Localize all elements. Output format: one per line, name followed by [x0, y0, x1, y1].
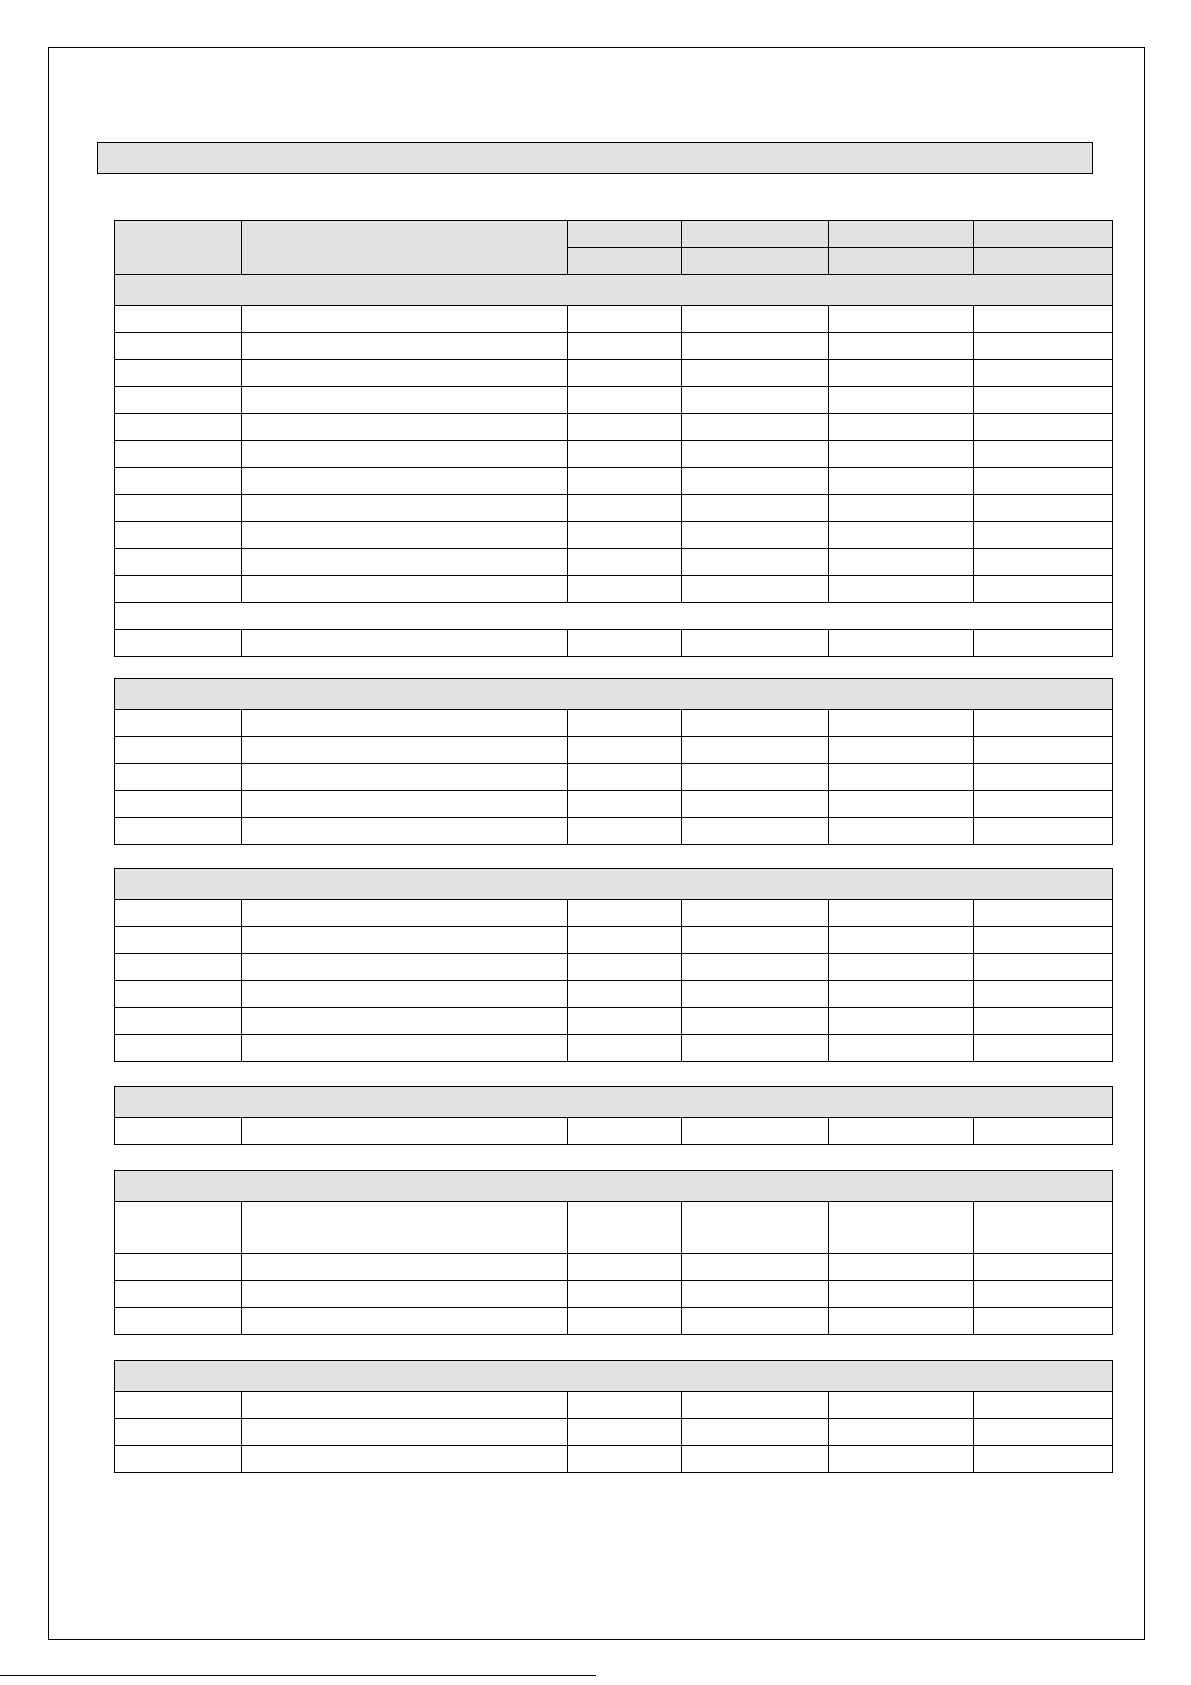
section-header-row: [115, 679, 1113, 710]
table-row: [115, 576, 1113, 603]
header-subcolumn: [974, 248, 1113, 275]
table-row: [115, 306, 1113, 333]
header-column: [829, 221, 974, 248]
table-cell: [829, 737, 974, 764]
table-cell: [829, 1308, 974, 1335]
table-cell: [115, 818, 242, 845]
table-cell: [829, 900, 974, 927]
table-cell: [682, 522, 829, 549]
table-cell: [974, 549, 1113, 576]
table-row: [115, 1419, 1113, 1446]
table-cell: [568, 1118, 682, 1145]
table-cell: [682, 710, 829, 737]
table-cell: [682, 360, 829, 387]
table-cell: [242, 818, 568, 845]
table-cell: [682, 900, 829, 927]
table-cell: [242, 1419, 568, 1446]
section-table-1: [114, 220, 1113, 657]
table-row: [115, 360, 1113, 387]
table-cell: [568, 1035, 682, 1062]
table-cell: [974, 387, 1113, 414]
table-row: [115, 818, 1113, 845]
table-row: [115, 981, 1113, 1008]
table-cell: [682, 1254, 829, 1281]
table-cell: [974, 468, 1113, 495]
table-cell: [242, 441, 568, 468]
section-label: [115, 1087, 1113, 1118]
table-cell: [568, 1008, 682, 1035]
table-cell: [682, 1419, 829, 1446]
table-cell: [829, 495, 974, 522]
table-cell: [682, 1308, 829, 1335]
table-cell: [242, 306, 568, 333]
table-cell: [568, 306, 682, 333]
table-cell: [115, 737, 242, 764]
table-cell: [682, 387, 829, 414]
section-label: [115, 275, 1113, 306]
table-cell: [115, 1035, 242, 1062]
table-cell: [568, 1202, 682, 1254]
table-cell: [829, 576, 974, 603]
table-cell: [682, 468, 829, 495]
table-cell: [974, 1118, 1113, 1145]
table-row: [115, 737, 1113, 764]
table-cell: [682, 1392, 829, 1419]
table-cell: [568, 710, 682, 737]
table-cell: [568, 522, 682, 549]
table-cell: [568, 414, 682, 441]
table-cell: [829, 549, 974, 576]
table-cell: [568, 791, 682, 818]
table-cell: [974, 1254, 1113, 1281]
table-cell: [682, 441, 829, 468]
table-cell: [682, 927, 829, 954]
table-row: [115, 710, 1113, 737]
table-cell: [568, 927, 682, 954]
table-cell: [974, 306, 1113, 333]
table-cell: [682, 495, 829, 522]
table-row: [115, 900, 1113, 927]
header-subcolumn: [682, 248, 829, 275]
spacer-cell: [115, 603, 1113, 630]
section-header-row: [115, 1171, 1113, 1202]
header-column: [974, 221, 1113, 248]
table-cell: [568, 737, 682, 764]
table-cell: [568, 549, 682, 576]
table-cell: [829, 1008, 974, 1035]
table-cell: [682, 1446, 829, 1473]
table-cell: [242, 468, 568, 495]
table-cell: [242, 1202, 568, 1254]
table-cell: [568, 630, 682, 657]
table-cell: [242, 333, 568, 360]
table-cell: [974, 360, 1113, 387]
table-cell: [974, 1392, 1113, 1419]
table-cell: [242, 414, 568, 441]
section-label: [115, 1361, 1113, 1392]
table-cell: [568, 333, 682, 360]
spacer-row: [115, 603, 1113, 630]
table-cell: [974, 791, 1113, 818]
table-cell: [242, 1118, 568, 1145]
table-cell: [115, 1419, 242, 1446]
table-cell: [974, 1446, 1113, 1473]
table-row: [115, 791, 1113, 818]
section-table-2: [114, 678, 1113, 845]
table-cell: [829, 1254, 974, 1281]
table-row: [115, 1446, 1113, 1473]
table-cell: [115, 1392, 242, 1419]
table-cell: [682, 954, 829, 981]
header-subcolumn: [568, 248, 682, 275]
table-cell: [568, 818, 682, 845]
table-row: [115, 1035, 1113, 1062]
table-cell: [115, 576, 242, 603]
table-cell: [974, 710, 1113, 737]
table-cell: [115, 1254, 242, 1281]
table-cell: [682, 1035, 829, 1062]
table-row: [115, 495, 1113, 522]
table-cell: [115, 1446, 242, 1473]
section-label: [115, 1171, 1113, 1202]
section-header-row: [115, 869, 1113, 900]
table-cell: [829, 1281, 974, 1308]
table-cell: [829, 1392, 974, 1419]
table-row: [115, 387, 1113, 414]
table-cell: [568, 1419, 682, 1446]
table-cell: [115, 306, 242, 333]
table-cell: [115, 710, 242, 737]
table-cell: [974, 737, 1113, 764]
table-cell: [682, 1118, 829, 1145]
header-code: [115, 221, 242, 275]
table-cell: [242, 1308, 568, 1335]
table-cell: [829, 710, 974, 737]
header-subcolumn: [829, 248, 974, 275]
table-cell: [242, 737, 568, 764]
table-cell: [829, 333, 974, 360]
table-cell: [829, 414, 974, 441]
table-cell: [682, 333, 829, 360]
table-cell: [242, 387, 568, 414]
table-cell: [242, 954, 568, 981]
table-cell: [115, 468, 242, 495]
table-cell: [974, 981, 1113, 1008]
table-cell: [568, 360, 682, 387]
table-row: [115, 468, 1113, 495]
table-cell: [829, 791, 974, 818]
table-cell: [829, 306, 974, 333]
table-cell: [974, 522, 1113, 549]
document-title-bar: [97, 142, 1093, 174]
table-cell: [682, 549, 829, 576]
table-cell: [682, 791, 829, 818]
table-cell: [682, 1281, 829, 1308]
table-cell: [568, 1281, 682, 1308]
table-cell: [829, 630, 974, 657]
table-cell: [974, 333, 1113, 360]
table-cell: [974, 954, 1113, 981]
table-cell: [682, 414, 829, 441]
table-cell: [242, 360, 568, 387]
table-cell: [829, 954, 974, 981]
table-cell: [115, 791, 242, 818]
table-cell: [568, 981, 682, 1008]
table-cell: [974, 1008, 1113, 1035]
table-cell: [829, 387, 974, 414]
table-cell: [115, 441, 242, 468]
table-cell: [829, 468, 974, 495]
table-row: [115, 1308, 1113, 1335]
table-cell: [115, 630, 242, 657]
header-row: [115, 221, 1113, 248]
table-cell: [568, 1392, 682, 1419]
section-label: [115, 869, 1113, 900]
table-cell: [682, 1008, 829, 1035]
section-table-3: [114, 868, 1113, 1062]
table-cell: [974, 1281, 1113, 1308]
table-cell: [974, 1308, 1113, 1335]
table-cell: [242, 1035, 568, 1062]
table-cell: [974, 900, 1113, 927]
table-cell: [568, 1254, 682, 1281]
table-cell: [242, 981, 568, 1008]
table-cell: [829, 1118, 974, 1145]
table-cell: [829, 1035, 974, 1062]
table-cell: [115, 333, 242, 360]
table-cell: [974, 927, 1113, 954]
table-cell: [829, 818, 974, 845]
section-table-6: [114, 1360, 1113, 1473]
table-cell: [242, 764, 568, 791]
table-cell: [974, 630, 1113, 657]
table-row: [115, 1281, 1113, 1308]
table-cell: [829, 981, 974, 1008]
table-cell: [682, 306, 829, 333]
table-cell: [974, 441, 1113, 468]
footnote-separator: [0, 1675, 596, 1676]
table-cell: [115, 1008, 242, 1035]
header-description: [242, 221, 568, 275]
table-cell: [115, 495, 242, 522]
table-cell: [115, 1202, 242, 1254]
table-cell: [242, 927, 568, 954]
table-row: [115, 1392, 1113, 1419]
table-cell: [568, 954, 682, 981]
table-cell: [568, 764, 682, 791]
total-row: [115, 630, 1113, 657]
table-cell: [115, 981, 242, 1008]
table-cell: [682, 737, 829, 764]
section-header-row: [115, 1361, 1113, 1392]
table-cell: [682, 1202, 829, 1254]
table-cell: [115, 954, 242, 981]
table-cell: [242, 1008, 568, 1035]
table-cell: [242, 900, 568, 927]
table-cell: [568, 387, 682, 414]
table-cell: [682, 630, 829, 657]
table-cell: [829, 1446, 974, 1473]
table-cell: [568, 495, 682, 522]
table-cell: [242, 522, 568, 549]
table-cell: [974, 764, 1113, 791]
table-row: [115, 333, 1113, 360]
table-cell: [115, 1118, 242, 1145]
table-cell: [974, 1035, 1113, 1062]
table-cell: [242, 710, 568, 737]
table-cell: [829, 441, 974, 468]
table-cell: [242, 1254, 568, 1281]
table-cell: [115, 900, 242, 927]
table-cell: [682, 818, 829, 845]
table-cell: [242, 495, 568, 522]
table-cell: [682, 981, 829, 1008]
table-row: [115, 522, 1113, 549]
table-cell: [115, 764, 242, 791]
table-row: [115, 954, 1113, 981]
table-cell: [242, 1392, 568, 1419]
table-cell: [568, 441, 682, 468]
table-cell: [242, 630, 568, 657]
table-cell: [829, 1202, 974, 1254]
table-cell: [115, 522, 242, 549]
table-cell: [115, 360, 242, 387]
table-row: [115, 549, 1113, 576]
section-table-4: [114, 1086, 1113, 1145]
table-cell: [242, 791, 568, 818]
section-header-row: [115, 275, 1113, 306]
table-cell: [682, 576, 829, 603]
table-cell: [568, 468, 682, 495]
table-row: [115, 414, 1113, 441]
table-row: [115, 441, 1113, 468]
table-row: [115, 1008, 1113, 1035]
table-cell: [115, 1281, 242, 1308]
header-column: [682, 221, 829, 248]
table-cell: [115, 927, 242, 954]
table-cell: [242, 576, 568, 603]
table-cell: [242, 549, 568, 576]
table-cell: [829, 927, 974, 954]
header-column: [568, 221, 682, 248]
table-cell: [242, 1281, 568, 1308]
table-cell: [568, 576, 682, 603]
table-row: [115, 1254, 1113, 1281]
section-header-row: [115, 1087, 1113, 1118]
section-label: [115, 679, 1113, 710]
table-cell: [974, 818, 1113, 845]
table-cell: [974, 495, 1113, 522]
table-cell: [115, 549, 242, 576]
table-cell: [568, 900, 682, 927]
table-row-tall: [115, 1202, 1113, 1254]
table-cell: [682, 764, 829, 791]
table-cell: [568, 1308, 682, 1335]
table-cell: [974, 414, 1113, 441]
table-cell: [829, 1419, 974, 1446]
table-cell: [829, 360, 974, 387]
table-cell: [242, 1446, 568, 1473]
section-table-5: [114, 1170, 1113, 1335]
table-row: [115, 764, 1113, 791]
table-cell: [974, 576, 1113, 603]
table-cell: [115, 414, 242, 441]
table-cell: [829, 522, 974, 549]
table-row: [115, 927, 1113, 954]
table-row: [115, 1118, 1113, 1145]
table-cell: [115, 387, 242, 414]
table-cell: [568, 1446, 682, 1473]
table-cell: [974, 1202, 1113, 1254]
table-cell: [829, 764, 974, 791]
table-cell: [974, 1419, 1113, 1446]
table-cell: [115, 1308, 242, 1335]
